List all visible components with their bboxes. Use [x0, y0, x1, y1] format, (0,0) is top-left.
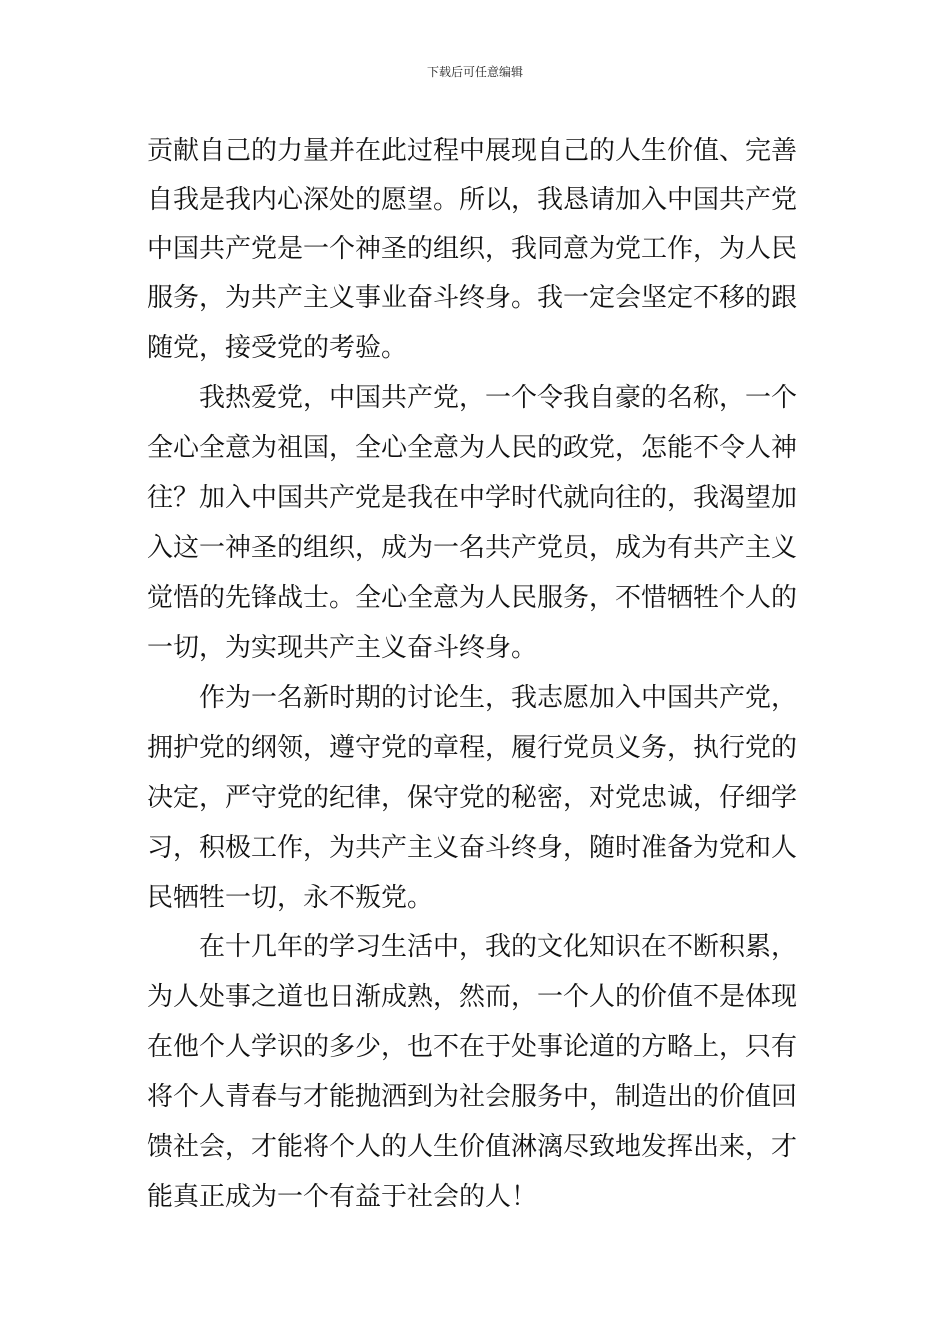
text-line: 民牺牲一切，永不叛党。 [147, 883, 434, 913]
text-line: 觉悟的先锋战士。全心全意为人民服务，不惜牺牲个人的 [147, 583, 798, 613]
text-line: 习，积极工作，为共产主义奋斗终身，随时准备为党和人 [147, 833, 798, 863]
text-line: 自我是我内心深处的愿望。所以，我恳请加入中国共产党 [147, 185, 798, 215]
text-line: 决定，严守党的纪律，保守党的秘密，对党忠诚，仔细学 [147, 783, 798, 813]
text-line: 入这一神圣的组织，成为一名共产党员，成为有共产主义 [147, 533, 798, 563]
text-line: 拥护党的纲领，遵守党的章程，履行党员义务，执行党的 [147, 733, 798, 763]
text-line: 全心全意为祖国，全心全意为人民的政党，怎能不令人神 [147, 433, 798, 463]
text-line: 服务，为共产主义事业奋斗终身。我一定会坚定不移的跟 [147, 283, 798, 313]
text-line: 一切，为实现共产主义奋斗终身。 [147, 633, 538, 663]
text-line: 我热爱党，中国共产党，一个令我自豪的名称，一个 [199, 383, 798, 413]
text-line: 中国共产党是一个神圣的组织，我同意为党工作，为人民 [147, 234, 798, 264]
text-line: 在十几年的学习生活中，我的文化知识在不断积累， [199, 932, 798, 962]
text-line: 作为一名新时期的讨论生，我志愿加入中国共产党， [199, 683, 798, 713]
page-header: 下载后可任意编辑 [426, 65, 523, 79]
text-line: 随党，接受党的考验。 [147, 333, 408, 363]
text-line: 贡献自己的力量并在此过程中展现自己的人生价值、完善 [147, 136, 798, 166]
text-line: 为人处事之道也日渐成熟，然而，一个人的价值不是体现 [147, 982, 798, 1012]
text-line: 往？加入中国共产党是我在中学时代就向往的，我渴望加 [147, 483, 798, 513]
text-line: 能真正成为一个有益于社会的人！ [147, 1182, 538, 1212]
text-line: 将个人青春与才能抛洒到为社会服务中，制造出的价值回 [147, 1082, 798, 1112]
text-line: 在他个人学识的多少，也不在于处事论道的方略上，只有 [147, 1032, 798, 1062]
text-line: 馈社会，才能将个人的人生价值淋漓尽致地发挥出来，才 [147, 1132, 798, 1162]
